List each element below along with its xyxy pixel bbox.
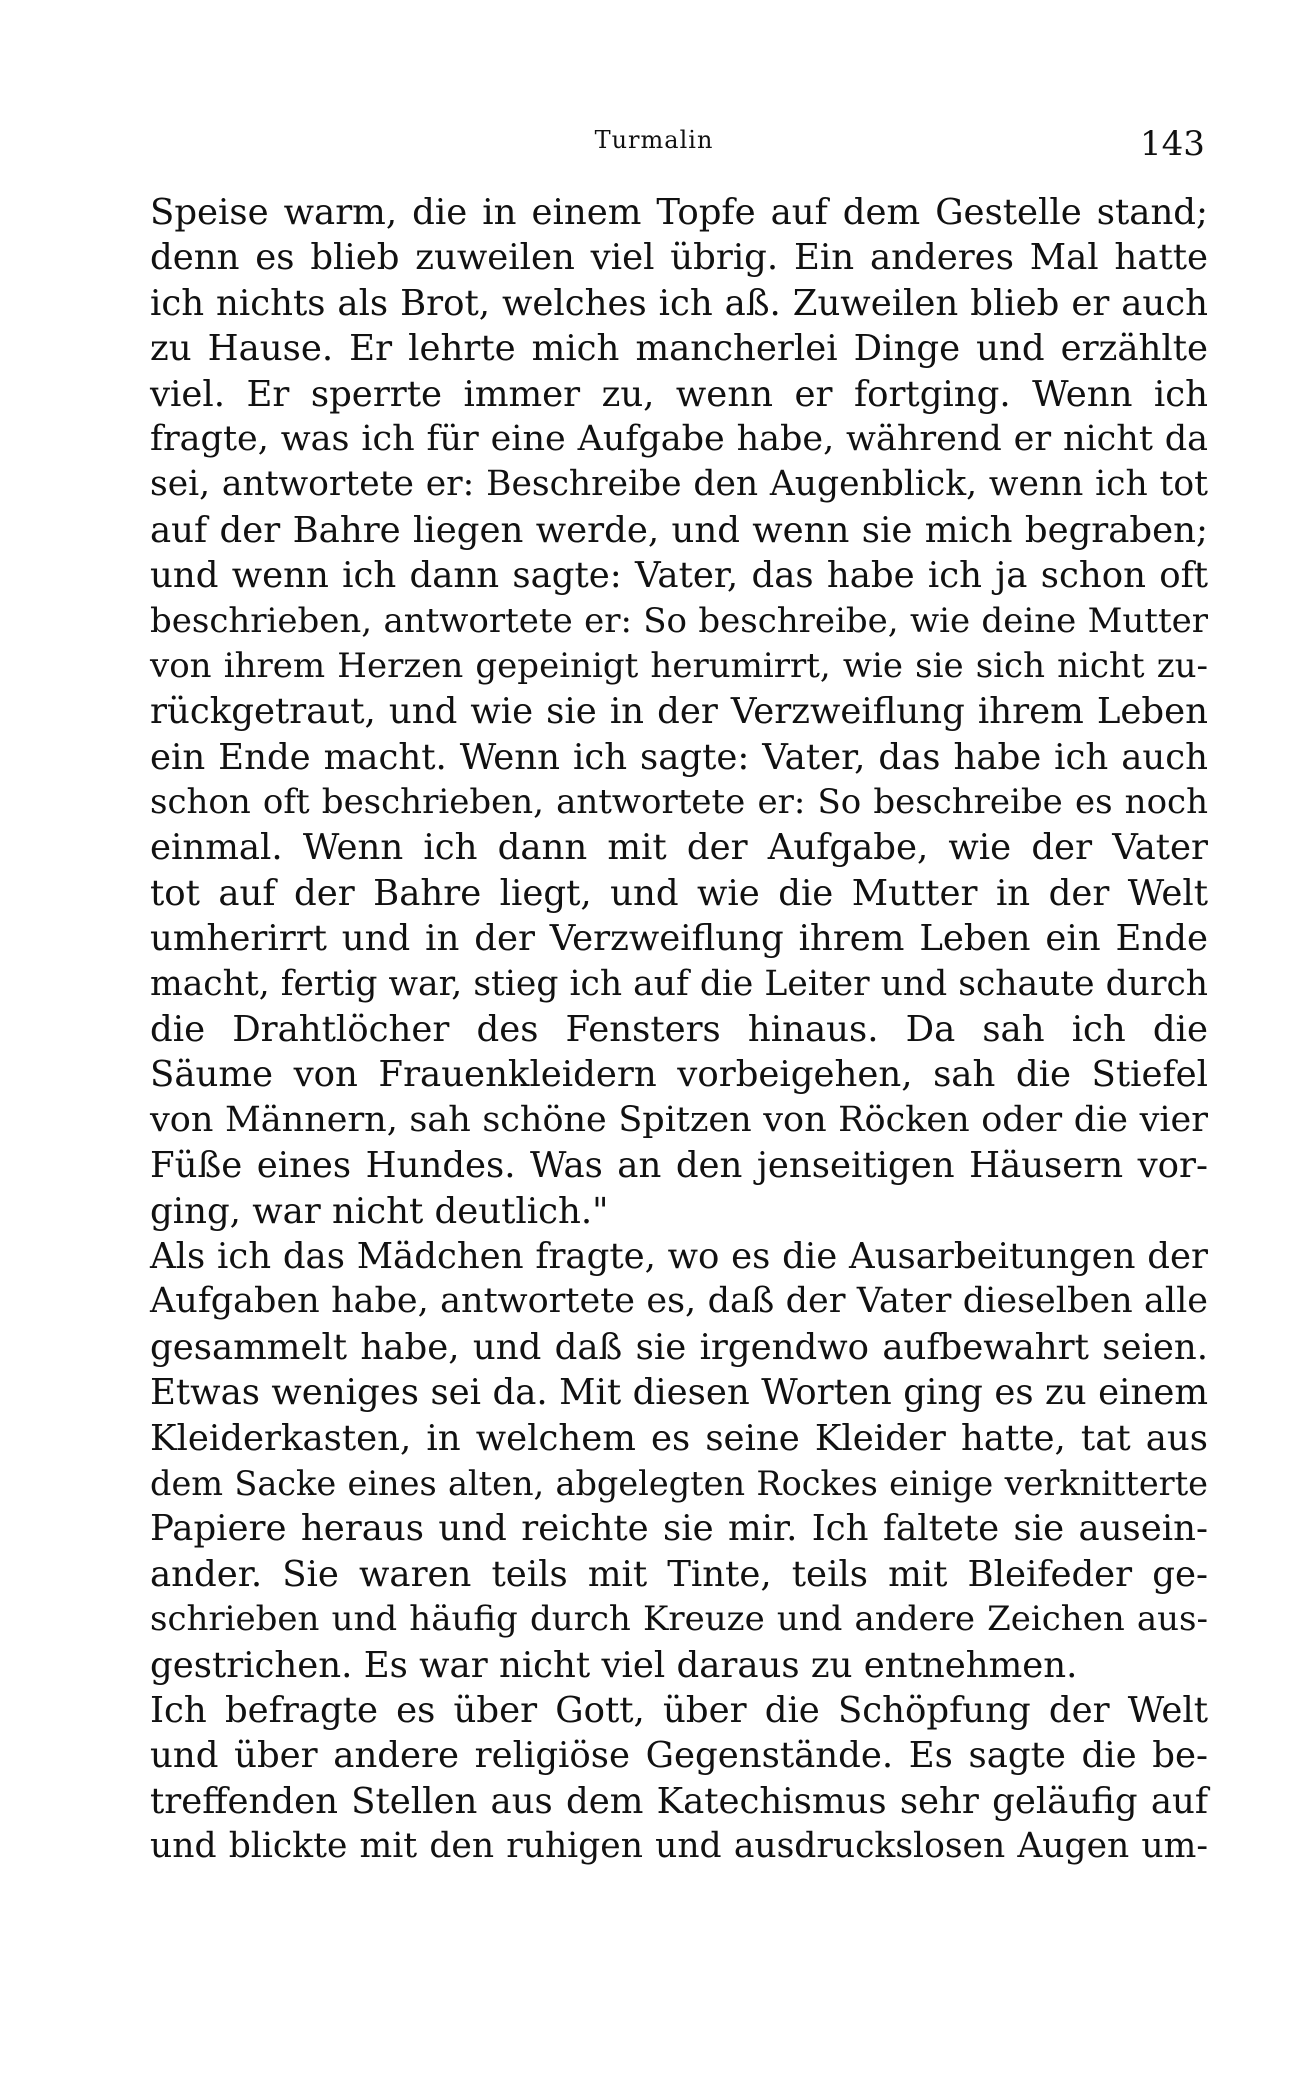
text-line: tot auf der Bahre liegt, und wie die Mutter in der Welt [150, 872, 1208, 914]
text-line: umherirrt und in der Verzweiflung ihrem Leben ein Ende [150, 918, 1208, 960]
text-line: auf der Bahre liegen werde, und wenn sie mich begraben; [150, 509, 1208, 551]
text-line: die Drahtlöcher des Fensters hinaus. Da sah ich die [150, 1009, 1208, 1051]
text-line: und wenn ich dann sagte: Vater, das habe ich ja schon oft [150, 555, 1208, 597]
text-line: ging, war nicht deutlich." [150, 1190, 609, 1232]
text-line: Säume von Frauenkleidern vorbeigehen, sah die Stiefel [150, 1054, 1208, 1096]
text-line: schrieben und häufig durch Kreuze und andere Zeichen aus- [150, 1599, 1208, 1640]
text-line: Speise warm, die in einem Topfe auf dem Gestelle stand; [150, 192, 1208, 233]
text-line: schon oft beschrieben, antwortete er: So beschreibe es noch [150, 782, 1208, 823]
text-line: ander. Sie waren teils mit Tinte, teils mit Bleifeder ge- [150, 1553, 1208, 1595]
text-line: sei, antwortete er: Beschreibe den Augenblick, wenn ich tot [150, 464, 1208, 505]
running-title: Turmalin [594, 126, 714, 154]
text-line: von ihrem Herzen gepeinigt herumirrt, wie sie sich nicht zu- [150, 645, 1208, 686]
text-line: zu Hause. Er lehrte mich mancherlei Dinge und erzählte [150, 328, 1208, 370]
text-line: fragte, was ich für eine Aufgabe habe, während er nicht da [150, 418, 1208, 459]
text-line: ich nichts als Brot, welches ich aß. Zuweilen blieb er auch [150, 282, 1208, 324]
text-line: gesammelt habe, und daß sie irgendwo aufbewahrt seien. [150, 1326, 1208, 1368]
text-line: gestrichen. Es war nicht viel daraus zu entnehmen. [150, 1644, 1078, 1686]
text-line: viel. Er sperrte immer zu, wenn er fortging. Wenn ich [150, 373, 1208, 415]
text-line: ein Ende macht. Wenn ich sagte: Vater, das habe ich auch [150, 736, 1208, 778]
text-line: macht, fertig war, stieg ich auf die Leiter und schaute durch [150, 963, 1208, 1004]
text-line: einmal. Wenn ich dann mit der Aufgabe, wie der Vater [150, 827, 1208, 869]
text-line: Etwas weniges sei da. Mit diesen Worten ging es zu einem [150, 1372, 1208, 1414]
text-line: treffenden Stellen aus dem Katechismus sehr geläufig auf [150, 1780, 1208, 1822]
body-text [150, 190, 1208, 1869]
text-line: Füße eines Hundes. Was an den jenseitigen Häusern vor- [150, 1145, 1208, 1187]
text-line: Als ich das Mädchen fragte, wo es die Ausarbeitungen der [150, 1235, 1208, 1277]
text-line: rückgetraut, und wie sie in der Verzweiflung ihrem Leben [150, 691, 1208, 733]
text-line: Kleiderkasten, in welchem es seine Kleider hatte, tat aus [150, 1417, 1208, 1459]
text-line: dem Sacke eines alten, abgelegten Rockes einige verknitterte [150, 1463, 1208, 1503]
text-line: denn es blieb zuweilen viel übrig. Ein anderes Mal hatte [150, 237, 1208, 279]
page-number: 143 [1140, 124, 1205, 164]
text-line: Ich befragte es über Gott, über die Schöpfung der Welt [150, 1689, 1208, 1731]
text-line: Papiere heraus und reichte sie mir. Ich faltete sie ausein- [150, 1508, 1208, 1550]
text-line: und blickte mit den ruhigen und ausdruckslosen Augen um- [150, 1826, 1208, 1867]
text-line: beschrieben, antwortete er: So beschreibe, wie deine Mutter [150, 600, 1208, 641]
text-line: Aufgaben habe, antwortete es, daß der Vater dieselben alle [150, 1281, 1208, 1322]
text-line: und über andere religiöse Gegenstände. Es sagte die be- [150, 1735, 1208, 1777]
text-line: von Männern, sah schöne Spitzen von Röcken oder die vier [150, 1099, 1208, 1140]
